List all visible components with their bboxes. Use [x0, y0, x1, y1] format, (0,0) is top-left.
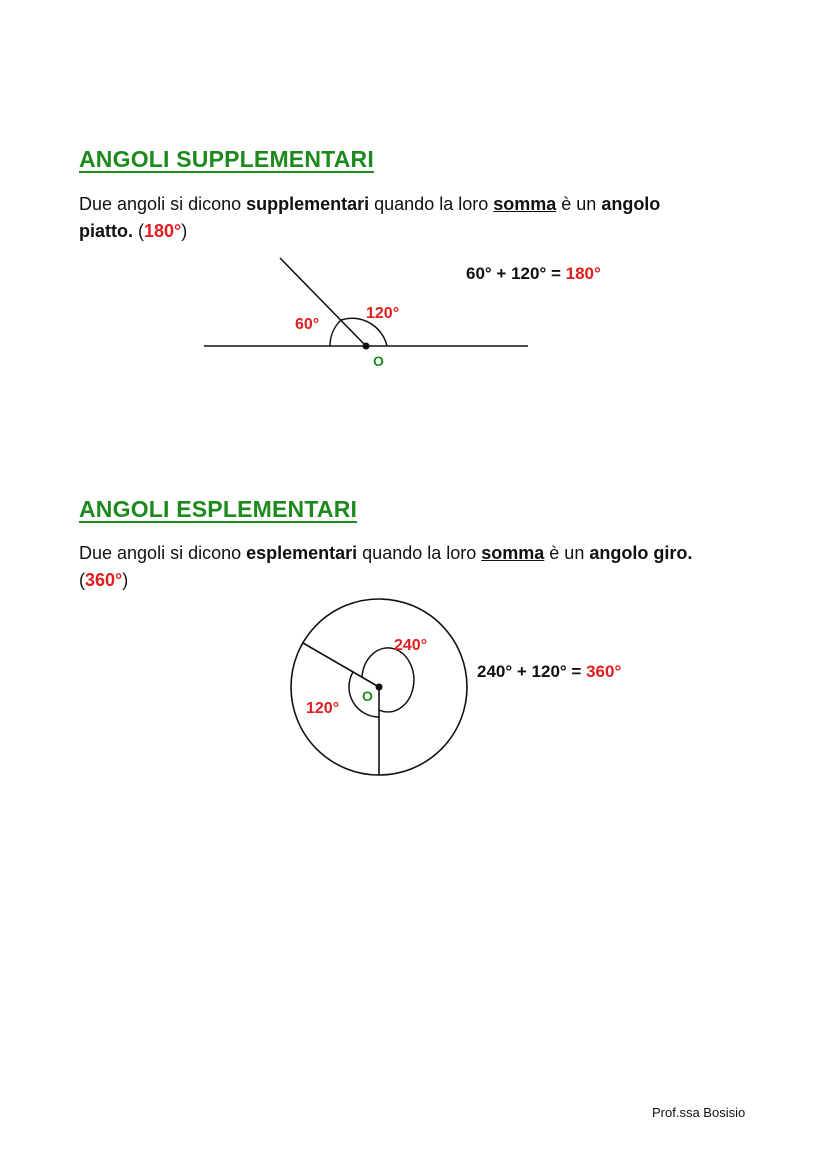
equation-lhs: 240° + 120° =	[477, 662, 587, 681]
def-value: 360°	[85, 570, 123, 590]
def-result: angolo giro.	[589, 543, 693, 563]
def-paren: )	[181, 221, 188, 241]
equation-rhs: 180°	[565, 264, 601, 283]
def-text: è un	[544, 543, 590, 563]
footer-author: Prof.ssa Bosisio	[652, 1105, 746, 1120]
def-somma: somma	[493, 194, 557, 214]
vertex-label: O	[362, 688, 373, 704]
def-paren: (	[79, 570, 85, 590]
def-somma: somma	[481, 543, 545, 563]
def-term: esplementari	[246, 543, 358, 563]
def-text: quando la loro	[357, 543, 482, 563]
section-title-supplementari: ANGOLI SUPPLEMENTARI	[79, 146, 374, 172]
vertex-point	[376, 684, 383, 691]
def-paren: )	[122, 570, 129, 590]
def-text: Due angoli si dicono	[79, 543, 247, 563]
angle-label-small: 60°	[295, 316, 320, 333]
angle-label-small: 120°	[306, 700, 340, 717]
def-result: piatto.	[79, 221, 133, 241]
equation-rhs: 360°	[586, 662, 622, 681]
def-term: supplementari	[246, 194, 370, 214]
angle-label-large: 240°	[394, 637, 428, 654]
def-text: è un	[556, 194, 602, 214]
vertex-label: O	[373, 353, 384, 369]
def-paren: (	[133, 221, 144, 241]
def-value: 180°	[144, 221, 182, 241]
def-result: angolo	[601, 194, 661, 214]
def-text: quando la loro	[369, 194, 494, 214]
section-title-esplementari: ANGOLI ESPLEMENTARI	[79, 496, 358, 522]
angle-label-large: 120°	[366, 305, 400, 322]
ray-upper-left	[303, 643, 379, 687]
def-text: Due angoli si dicono	[79, 194, 247, 214]
equation-lhs: 60° + 120° =	[466, 264, 566, 283]
